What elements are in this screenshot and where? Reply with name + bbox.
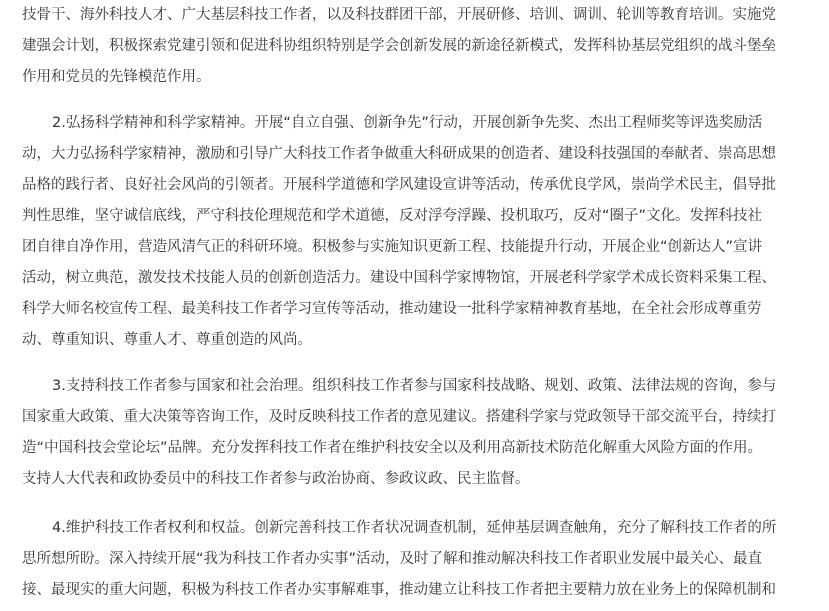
paragraph-scientific-spirit [22, 108, 822, 356]
text-line: 思所想所盼。深入持续开展“我为科技工作者办实事”活动，及时了解和推动解决科技工作者职业发展中最关心、最直 [22, 551, 763, 567]
text-line: 造“中国科技会堂论坛”品牌。充分发挥科技工作者在维护科技安全以及利用高新技术防范化解重大风险方面的作用。 [22, 440, 763, 456]
text-line: 2.弘扬科学精神和科学家精神。开展“自立自强、创新争先”行动，开展创新争先奖、杰出工程师奖等评选奖励活 [52, 115, 763, 131]
text-line: 技骨干、海外科技人才、广大基层科技工作者，以及科技群团干部，开展研修、培训、调训、轮训等教育培训。实施党 [22, 7, 776, 23]
paragraph-party-building [22, 0, 822, 93]
text-line: 支持人大代表和政协委员中的科技工作者参与政治协商、参政议政、民主监督。 [22, 471, 530, 487]
paragraph-social-governance [22, 371, 822, 495]
text-line: 4.维护科技工作者权利和权益。创新完善科技工作者状况调查机制，延伸基层调查触角，充分了解科技工作者的所 [52, 520, 777, 536]
text-line: 接、最现实的重大问题，积极为科技工作者办实事解难事，推动建立让科技工作者把主要精力放在业务上的保障机制和 [22, 582, 776, 598]
text-line: 动、尊重知识、尊重人才、尊重创造的风尚。 [22, 332, 312, 348]
text-line: 建强会计划，积极探索党建引领和促进科协组织特别是学会创新发展的新途径新模式，发挥科协基层党组织的战斗堡垒 [22, 38, 776, 54]
paragraph-rights-protection [22, 513, 822, 606]
text-line: 判性思维，坚守诚信底线，严守科技伦理规范和学术道德，反对浮夸浮躁、投机取巧，反对“圈子”文化。发挥科技社 [22, 208, 763, 224]
text-line: 3.支持科技工作者参与国家和社会治理。组织科技工作者参与国家科技战略、规划、政策、法律法规的咨询，参与 [52, 378, 777, 394]
text-line: 团自律自净作用，营造风清气正的科研环境。积极参与实施知识更新工程、技能提升行动，开展企业“创新达人”宣讲 [22, 239, 763, 255]
text-line: 科学大师名校宣传工程、最美科技工作者学习宣传等活动，推动建设一批科学家精神教育基地，在全社会形成尊重劳 [22, 301, 762, 317]
text-line: 国家重大政策、重大决策等咨询工作，及时反映科技工作者的意见建议。搭建科学家与党政领导干部交流平台，持续打 [22, 409, 776, 425]
text-line: 活动，树立典范，激发技术技能人员的创新创造活力。建设中国科学家博物馆，开展老科学家学术成长资料采集工程、 [22, 270, 776, 286]
text-line: 动，大力弘扬科学家精神，激励和引导广大科技工作者争做重大科研成果的创造者、建设科技强国的奉献者、崇高思想 [22, 146, 776, 162]
text-line: 品格的践行者、良好社会风尚的引领者。开展科学道德和学风建设宣讲等活动，传承优良学风，崇尚学术民主，倡导批 [22, 177, 776, 193]
text-line: 作用和党员的先锋模范作用。 [22, 69, 211, 85]
